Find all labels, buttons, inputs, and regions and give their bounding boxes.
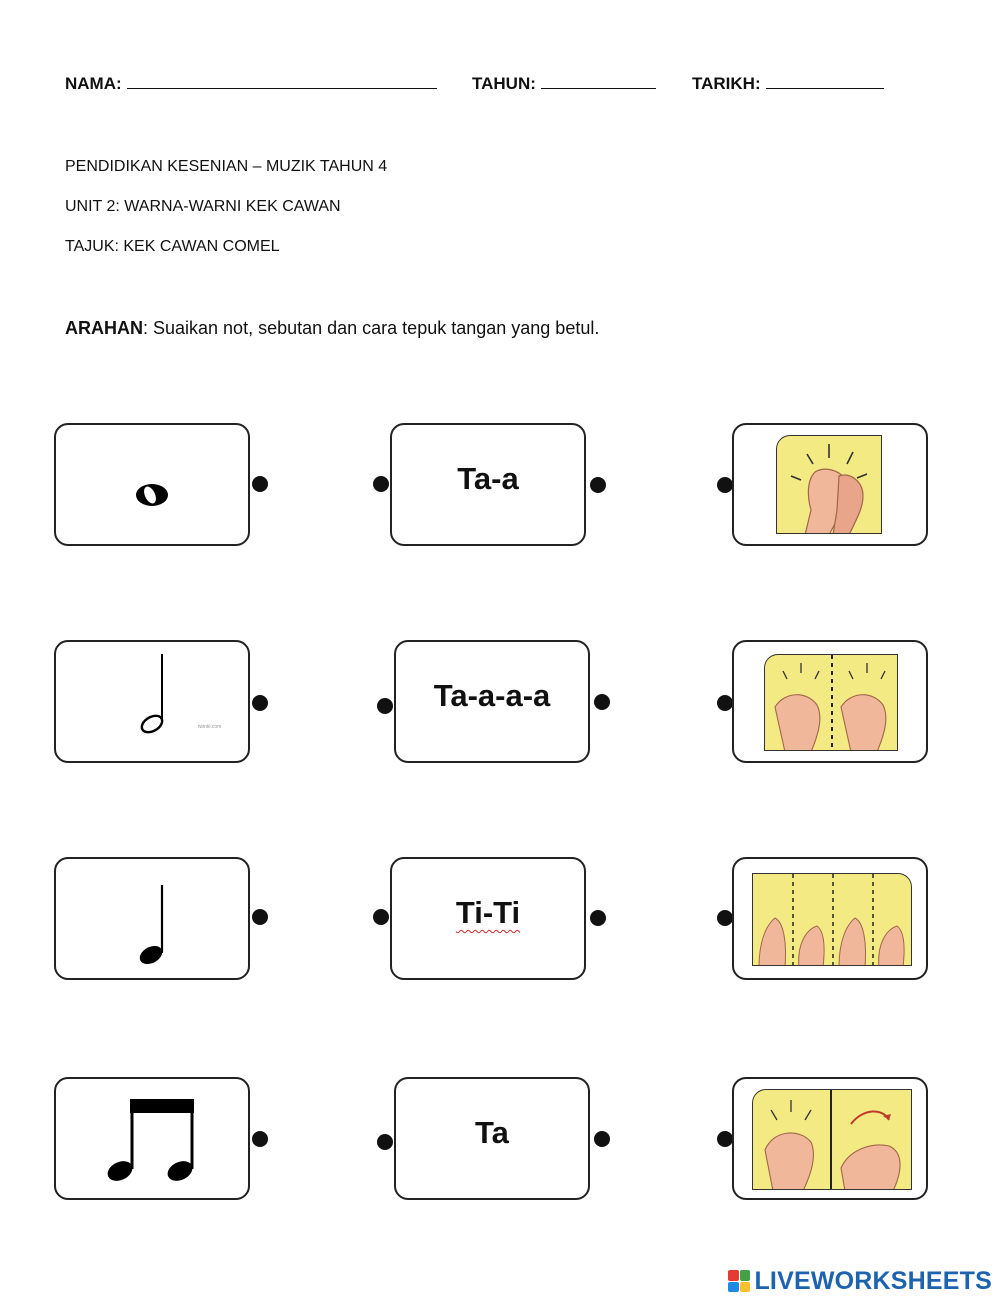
whole-note-icon: [54, 423, 250, 546]
clap-card: [732, 1077, 928, 1200]
year-field: [472, 74, 656, 94]
connector-dot[interactable]: [717, 910, 733, 926]
saying-card: [394, 1077, 590, 1200]
date-field: [692, 74, 884, 94]
hands-clap-hold-icon: [752, 1089, 912, 1190]
note-card-eighths: [54, 1077, 250, 1200]
name-blank[interactable]: [127, 74, 437, 89]
connector-dot[interactable]: [594, 1131, 610, 1147]
connector-dot[interactable]: [590, 477, 606, 493]
name-label: NAMA:: [65, 74, 122, 93]
connector-dot[interactable]: [590, 910, 606, 926]
clap-card: [732, 857, 928, 980]
connector-dot[interactable]: [377, 698, 393, 714]
connector-dot[interactable]: [252, 695, 268, 711]
connector-dot[interactable]: [594, 694, 610, 710]
connector-dot[interactable]: [252, 1131, 268, 1147]
subject-line: PENDIDIKAN KESENIAN – MUZIK TAHUN 4: [65, 158, 388, 175]
saying-card: [394, 640, 590, 763]
liveworksheets-logo: [728, 1267, 992, 1295]
saying-text: Ta-a: [457, 461, 519, 496]
hands-clap-two-icon: [764, 654, 898, 751]
year-blank[interactable]: [541, 74, 656, 89]
half-note-icon: [54, 640, 250, 763]
connector-dot[interactable]: [252, 909, 268, 925]
brand-logo-icon: [728, 1270, 750, 1292]
year-label: TAHUN:: [472, 74, 536, 93]
date-blank[interactable]: [766, 74, 884, 89]
quarter-note-icon: [54, 857, 250, 980]
note-card-quarter: [54, 857, 250, 980]
topic-line: TAJUK: KEK CAWAN COMEL: [65, 238, 280, 255]
instruction-label: ARAHAN: [65, 318, 143, 338]
connector-dot[interactable]: [717, 695, 733, 711]
brand-name: LIVEWORKSHEETS: [754, 1266, 992, 1295]
saying-text: Ta-a-a-a: [433, 678, 551, 713]
saying-text: Ti-Ti: [455, 895, 521, 930]
connector-dot[interactable]: [373, 476, 389, 492]
hands-clap-one-icon: [776, 435, 882, 534]
instruction-text: : Suaikan not, sebutan dan cara tepuk tangan yang betul.: [143, 318, 600, 338]
name-field: [65, 74, 437, 94]
connector-dot[interactable]: [717, 1131, 733, 1147]
instruction: [65, 318, 599, 339]
hands-clap-four-icon: [752, 873, 912, 966]
unit-line: UNIT 2: WARNA-WARNI KEK CAWAN: [65, 198, 341, 215]
connector-dot[interactable]: [377, 1134, 393, 1150]
connector-dot[interactable]: [373, 909, 389, 925]
clap-card: [732, 423, 928, 546]
note-card-whole: [54, 423, 250, 546]
image-credit: twinkl.com: [198, 724, 222, 730]
date-label: TARIKH:: [692, 74, 761, 93]
connector-dot[interactable]: [717, 477, 733, 493]
saying-card: [390, 423, 586, 546]
note-card-half: [54, 640, 250, 763]
clap-card: [732, 640, 928, 763]
saying-text: Ta: [475, 1115, 509, 1150]
saying-card: [390, 857, 586, 980]
connector-dot[interactable]: [252, 476, 268, 492]
beamed-eighth-notes-icon: [54, 1077, 250, 1200]
